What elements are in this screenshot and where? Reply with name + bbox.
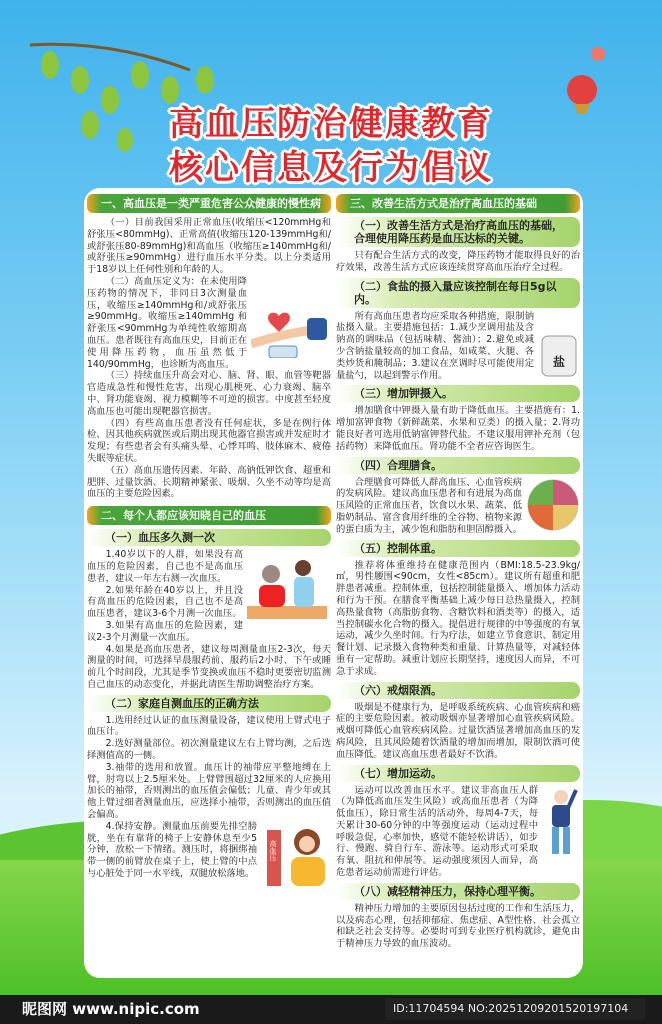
salt-bag-illustration	[538, 333, 580, 377]
title-line-1: 高血压防治健康教育	[169, 104, 493, 144]
subsection-heading: （三）增加钾摄入。	[336, 385, 580, 402]
blood-pressure-cuff-icon	[251, 300, 331, 358]
paragraph: 合理膳食可降低人群高血压、心血管疾病的发病风险。建议高血压患者和有进展为高血压风险的正常血压者，饮食以水果、蔬菜、低脂奶制品、富含食用纤维的全谷物、植物来源的蛋白质为主，减少饱和脂肪和胆固醇摄入。	[336, 476, 522, 535]
paragraph: 运动可以改善血压水平。建议非高血压人群（为降低高血压发生风险）或高血压患者（为降低血压），除日常生活的活动外，每周4-7天，每天累计30-60分钟的中等强度运动（运动过程中呼吸急促，心率加快，感觉不能轻松讲话），如步行、慢跑、骑自行车、游泳等。运动形式可采取有氧、阻抗和伸展等。运动强度须因人而异，高危患者运动前需进行评估。	[336, 784, 538, 879]
paragraph: 3.如果有高血压的危险因素，建议2-3个月测量一次血压。	[87, 619, 243, 643]
salt-label: 盐	[553, 354, 566, 369]
bp-thermometer-label: 高血压	[269, 839, 277, 861]
left-column	[87, 194, 331, 889]
food-plate-icon	[526, 478, 580, 532]
section-2-heading: 二、每个人都应该知晓自己的血压	[87, 506, 331, 525]
nurse-measuring-bp-illustration	[247, 550, 331, 626]
paragraph: 2.选好测量部位。初次测量建议左右上臂均测，之后选择测值高的一侧。	[87, 738, 331, 762]
paragraph: 3.袖带的选用和放置。血压计的袖带应平整地缚在上臂，肘弯以上2.5厘米处。上臂臂围超过32厘米的人应换用加长的袖带，否则测出的血压值会偏低；儿童、青少年或其他上臂过细者测量血压，应选择小袖带，否则测出的血压值会偏高。	[87, 761, 331, 821]
stressed-woman-illustration	[261, 822, 331, 888]
subsection-heading: （一）改善生活方式是治疗高血压的基础，合理使用降压药是血压达标的关键。	[336, 217, 580, 247]
section-1-heading: 一、高血压是一类严重危害公众健康的慢性病	[87, 194, 331, 213]
paragraph: 4.保持安静。测量血压前要先排空膀胱，坐在有靠背的椅子上安静休息至少5分钟，放松一下情绪。测压时，将捆绑袖带一侧的前臂放在桌子上，使上臂的中点与心脏处于同一水平线，双腿放松落地。	[87, 820, 257, 880]
subsection-heading: （二）食盐的摄入量应该控制在每日5g以内。	[336, 278, 580, 308]
paragraph: 1.40岁以下的人群，如果没有高血压的危险因素，自己也不是高血压患者，建议一年左右测一次血压。	[87, 549, 243, 584]
subsection-heading: （五）控制体重。	[336, 540, 580, 557]
paragraph: 吸烟是不健康行为，是呼吸系统疾病、心血管疾病和癌症的主要危险因素。被动吸烟亦显著增加心血管疾病风险。戒烟可降低心血管疾病风险。过量饮酒显著增加高血压的发病风险，且其风险随着饮酒量的增加而增加，限制饮酒可使血压降低。建议高血压患者最好不饮酒。	[336, 701, 580, 760]
paragraph: 1.选用经过认证的血压测量设备，建议使用上臂式电子血压计。	[87, 714, 331, 738]
subsection-heading: （四）合理膳食。	[336, 457, 580, 474]
paragraph: （三）持续血压升高会对心、脑、肾、眼、血管等靶器官造成急性和慢性危害，出现心肌梗死、心力衰竭、脑卒中、肾功能衰竭、视力模糊等不可逆的损害。中度甚至轻度高血压也可能出现靶器官损害。	[87, 370, 331, 417]
subsection-heading: （七）增加运动。	[336, 765, 580, 782]
subsection-heading: （八）减轻精神压力，保持心理平衡。	[336, 883, 580, 900]
subsection-heading: （一）血压多久测一次	[87, 529, 331, 546]
logo-text: 昵图网	[22, 1000, 68, 1018]
watermark-logo	[22, 998, 200, 1020]
paragraph: 所有高血压患者均应采取各种措施，限制钠盐摄入量。主要措施包括：1.减少烹调用盐及含钠高的调味品（包括味精、酱油）；2.避免或减少含钠盐量较高的加工食品，如咸菜、火腿、各类炒货和腌制品；3.建议在烹调时尽可能使用定量盐勺，以起到警示作用。	[336, 310, 534, 381]
paragraph: 只有配合生活方式的改变，降压药物才能取得良好的治疗效果，改善生活方式应该连续贯穿高血压治疗全过程。	[336, 250, 580, 273]
watermark-url: www.nipic.com	[72, 1000, 200, 1018]
paragraph: 增加膳食中钾摄入量有助于降低血压。主要措施有：1.增加富钾食物（新鲜蔬菜、水果和豆类）的摄入量；2.肾功能良好者可选用低钠富钾替代盐。不建议服用钾补充剂（包括药物）来降低血压。肾功能不全者应咨询医生。	[336, 405, 580, 452]
title-line-2: 核心信息及行为倡议	[169, 148, 493, 188]
paragraph: 精神压力增加的主要原因包括过度的工作和生活压力，以及病态心理，包括抑郁症、焦虑症、A型性格、社会孤立和缺乏社会支持等。必要时可到专业医疗机构就诊，避免由于精神压力导致的血压波动。	[336, 902, 580, 950]
subsection-heading: （二）家庭自测血压的正确方法	[87, 695, 331, 712]
paragraph: 4.如果是高血压患者，建议每周测量血压2-3次，每天测量的时间，可选择早晨服药前、服药后2小时、下午或睡前几个时间段，尤其是季节变换或血压不稳时更要密切监测自己血压的动态变化，并据此请医生帮助调整治疗方案。	[87, 643, 331, 690]
paragraph: （二）高血压定义为：在未使用降压药物的情况下，非同日3次测量血压，收缩压≥140mmHg和/或舒张压≥90mmHg。收缩压≥140mmHg 和舒张压<90mmHg为单纯性收缩期高血压。患者既往有高血压史，目前正在使用降压药物，血压虽然低于140/90mmHg，也诊断为高血压。	[87, 275, 247, 370]
paragraph: （四）有些高血压患者没有任何症状，多是在例行体检、因其他疾病就医或后期出现其他器官损害或并发症时才发现；有些患者会有头痛头晕、心悸耳鸣、肢体麻木、疲倦失眠等症状。	[87, 417, 331, 464]
section-3-heading: 三、改善生活方式是治疗高血压的基础	[336, 194, 580, 213]
right-column	[336, 194, 580, 950]
paragraph: 推荐将体重维持在健康范围内（BMI:18.5-23.9kg/㎡，男性腰围<90cm，女性<85cm）。建议所有超重和肥胖患者减重。控制体重，包括控制能量摄入、增加体力活动和行为干预。在膳食平衡基础上减少每日总热量摄入，控制高热量食物（高脂肪食物、含糖饮料和酒类等）的摄入，适当控制碳水化合物的摄入。提倡进行规律的中等强度的有氧运动，减少久坐时间。行为疗法，如建立节食意识、制定用餐计划、记录摄入食物种类和重量、计算热量等，对减轻体重有一定帮助。减重计划应长期坚持，速度因人而异，不可急于求成。	[336, 559, 580, 677]
exercising-elderly-man-illustration	[542, 786, 580, 856]
paragraph: 2.如果年龄在40岁以上，并且没有高血压的危险因素，自己也不是高血压患者，建议3-6个月测一次血压。	[87, 584, 243, 620]
subsection-heading: （六）戒烟限酒。	[336, 682, 580, 699]
paragraph: （一）目前我国采用正常血压(收缩压<120mmHg和舒张压<80mmHg)、正常高值(收缩压120-139mmHg和/或舒张压80-89mmHg)和高血压（收缩压≥140mmHg和/或舒张压≥90mmHg）进行血压水平分类。以上分类适用于18岁以上任何性别和年龄的人。	[87, 217, 331, 276]
watermark-id: ID:11704594 NO:20251209201520197104	[385, 998, 645, 1020]
paragraph: （五）高血压遗传因素、年龄、高钠低钾饮食、超重和肥胖、过量饮酒、长期精神紧张、吸烟、久坐不动等均是高血压的主要危险因素。	[87, 464, 331, 500]
